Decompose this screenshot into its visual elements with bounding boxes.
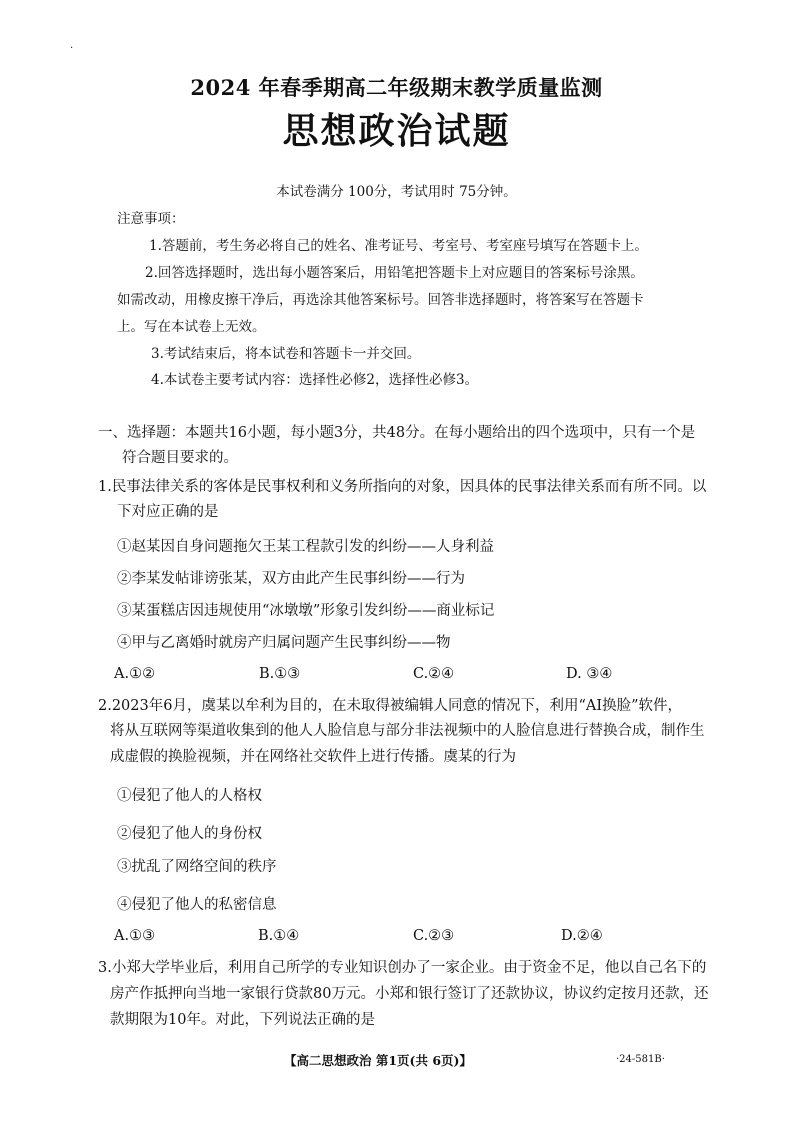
- corner-mark: .: [70, 40, 74, 51]
- statement-item: ③某蛋糕店因违规使用“冰墩墩”形象引发纠纷——商业标记: [117, 603, 495, 619]
- answer-choice: B.①④: [258, 928, 300, 944]
- answer-choice: C.②④: [413, 666, 455, 682]
- answer-choice: D.②④: [561, 928, 603, 944]
- exam-meta: 本试卷满分 100分，考试用时 75分钟。: [276, 184, 517, 200]
- statement-item: ①侵犯了他人的人格权: [117, 788, 262, 804]
- answer-choice: A.①②: [114, 666, 156, 682]
- notes-line: 1.答题前，考生务必将自己的姓名、准考证号、考室号、考室座号填写在答题卡上。: [149, 238, 648, 254]
- notes-line: 4.本试卷主要考试内容：选择性必修2，选择性必修3。: [151, 372, 479, 388]
- section-heading: 一、选择题：本题共16小题，每小题3分，共48分。在每小题给出的四个选项中，只有一个是: [98, 425, 696, 441]
- statement-item: ③扰乱了网络空间的秩序: [117, 859, 277, 875]
- subject-title: 思想政治试题: [282, 110, 511, 152]
- question-stem: 将从互联网等渠道收集到的他人人脸信息与部分非法视频中的人脸信息进行替换合成，制作生: [110, 723, 705, 739]
- question-stem: 下对应正确的是: [117, 504, 219, 520]
- notes-line: 3.考试结束后，将本试卷和答题卡一并交回。: [151, 346, 421, 362]
- answer-choice: D. ③④: [566, 666, 613, 682]
- answer-choice: C.②③: [413, 928, 455, 944]
- page-footer: 【高二思想政治 第1页(共 6页)】: [284, 1053, 472, 1068]
- question-stem: 款期限为10年。对此，下列说法正确的是: [110, 1012, 375, 1028]
- question-stem: 3.小郑大学毕业后，利用自己所学的专业知识创办了一家企业。由于资金不足，他以自己名下的: [98, 960, 707, 976]
- statement-item: ②侵犯了他人的身份权: [117, 826, 262, 842]
- answer-choice: A.①③: [114, 928, 156, 944]
- question-stem: 成虚假的换脸视频，并在网络社交软件上进行传播。虞某的行为: [110, 749, 516, 765]
- answer-choice: B.①③: [259, 666, 301, 682]
- question-stem: 房产作抵押向当地一家银行贷款80万元。小郑和银行签订了还款协议，协议约定按月还款，还: [110, 986, 709, 1002]
- notes-heading: 注意事项：: [117, 211, 185, 227]
- notes-line: 上。写在本试卷上无效。: [117, 319, 266, 335]
- notes-line: 2.回答选择题时，选出每小题答案后，用铅笔把答题卡上对应题目的答案标号涂黑。: [145, 265, 644, 281]
- statement-item: ②李某发帖诽谤张某，双方由此产生民事纠纷——行为: [117, 571, 465, 587]
- paper-code: ·24-581B·: [616, 1054, 665, 1065]
- statement-item: ④侵犯了他人的私密信息: [117, 897, 277, 913]
- exam-title: 2024 年春季期高二年级期末教学质量监测: [190, 75, 603, 100]
- notes-line: 如需改动，用橡皮擦干净后，再选涂其他答案标号。回答非选择题时，将答案写在答题卡: [117, 292, 644, 308]
- question-stem: 1.民事法律关系的客体是民事权利和义务所指向的对象，因具体的民事法律关系而有所不同。以: [98, 479, 707, 495]
- statement-item: ①赵某因自身问题拖欠王某工程款引发的纠纷——人身利益: [117, 539, 494, 555]
- question-stem: 2.2023年6月，虞某以牟利为目的，在未取得被编辑人同意的情况下，利用“AI换脸”软件，: [98, 698, 682, 714]
- statement-item: ④甲与乙离婚时就房产归属问题产生民事纠纷——物: [117, 635, 451, 651]
- section-heading-cont: 符合题目要求的。: [122, 450, 238, 466]
